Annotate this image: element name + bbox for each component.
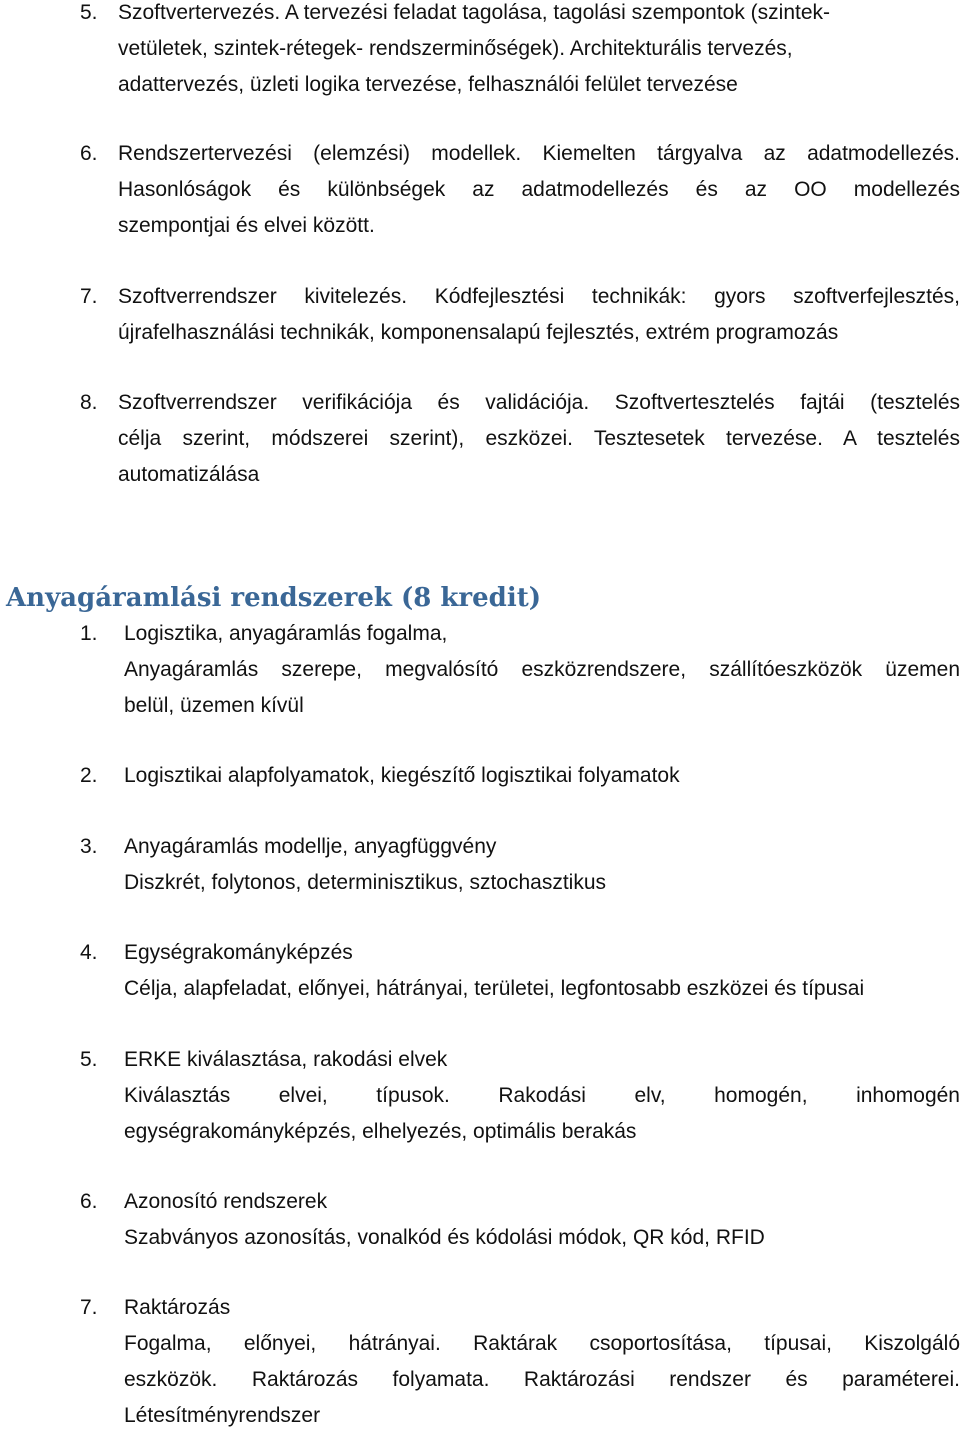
item-text [118,385,960,493]
text-line: ERKE kiválasztása, rakodási elvek [124,1048,448,1071]
item-number: 5. [80,1,98,24]
item-text [124,1290,960,1434]
section-heading: Anyagáramlási rendszerek (8 kredit) [6,583,542,613]
text-line: célja szerint, módszerei szerint), eszközei. Tesztesetek tervezése. A tesztelés [118,427,960,450]
item-text [124,616,960,724]
item-number: 4. [80,941,98,964]
text-line: újrafelhasználási technikák, komponensalapú fejlesztés, extrém programozás [118,321,839,344]
item-text [124,829,960,901]
item-text [118,279,960,351]
text-line: Anyagáramlás modellje, anyagfüggvény [124,835,497,858]
item-number: 8. [80,391,98,414]
item-number: 2. [80,764,98,787]
text-line: automatizálása [118,463,260,486]
item-number: 3. [80,835,98,858]
item-number: 1. [80,622,98,645]
text-line: Szoftverrendszer verifikációja és validációja. Szoftvertesztelés fajtái (tesztelés [118,391,960,414]
text-line: Azonosító rendszerek [124,1190,328,1213]
text-line: Szoftverrendszer kivitelezés. Kódfejlesztési technikák: gyors szoftverfejlesztés, [118,285,960,308]
item-text [124,935,960,1007]
item-number: 5. [80,1048,98,1071]
item-text [118,136,960,244]
item-number: 7. [80,1296,98,1319]
text-line: Logisztika, anyagáramlás fogalma, [124,622,448,645]
item-text [118,0,960,103]
item-number: 7. [80,285,98,308]
text-line: Kiválasztás elvei, típusok. Rakodási elv, homogén, inhomogén [124,1084,960,1107]
text-line: Szabványos azonosítás, vonalkód és kódolási módok, QR kód, RFID [124,1226,765,1249]
text-line: Rendszertervezési (elemzési) modellek. Kiemelten tárgyalva az adatmodellezés. [118,142,960,165]
text-line: Logisztikai alapfolyamatok, kiegészítő logisztikai folyamatok [124,764,680,787]
text-line: Célja, alapfeladat, előnyei, hátrányai, területei, legfontosabb eszközei és típusai [124,977,865,1000]
item-text [124,1184,960,1256]
text-line: szempontjai és elvei között. [118,214,375,237]
text-line: eszközök. Raktározás folyamata. Raktározási rendszer és paraméterei. [124,1368,960,1391]
item-text [124,758,960,794]
item-number: 6. [80,142,98,165]
item-text [124,1042,960,1150]
text-line: Szoftvertervezés. A tervezési feladat tagolása, tagolási szempontok (szintek- [118,1,831,24]
text-line: Egységrakományképzés [124,941,353,964]
text-line: belül, üzemen kívül [124,694,304,717]
text-line: Hasonlóságok és különbségek az adatmodellezés és az OO modellezés [118,178,960,201]
text-line: Létesítményrendszer [124,1404,321,1427]
item-number: 6. [80,1190,98,1213]
text-line: Diszkrét, folytonos, determinisztikus, sztochasztikus [124,871,606,894]
text-line: Raktározás [124,1296,231,1319]
text-line: egységrakományképzés, elhelyezés, optimális berakás [124,1120,637,1143]
text-line: adattervezés, üzleti logika tervezése, felhasználói felület tervezése [118,73,738,96]
text-line: Anyagáramlás szerepe, megvalósító eszközrendszere, szállítóeszközök üzemen [124,658,960,681]
text-line: Fogalma, előnyei, hátrányai. Raktárak csoportosítása, típusai, Kiszolgáló [124,1332,960,1355]
text-line: vetületek, szintek-rétegek- rendszerminőségek). Architekturális tervezés, [118,37,793,60]
